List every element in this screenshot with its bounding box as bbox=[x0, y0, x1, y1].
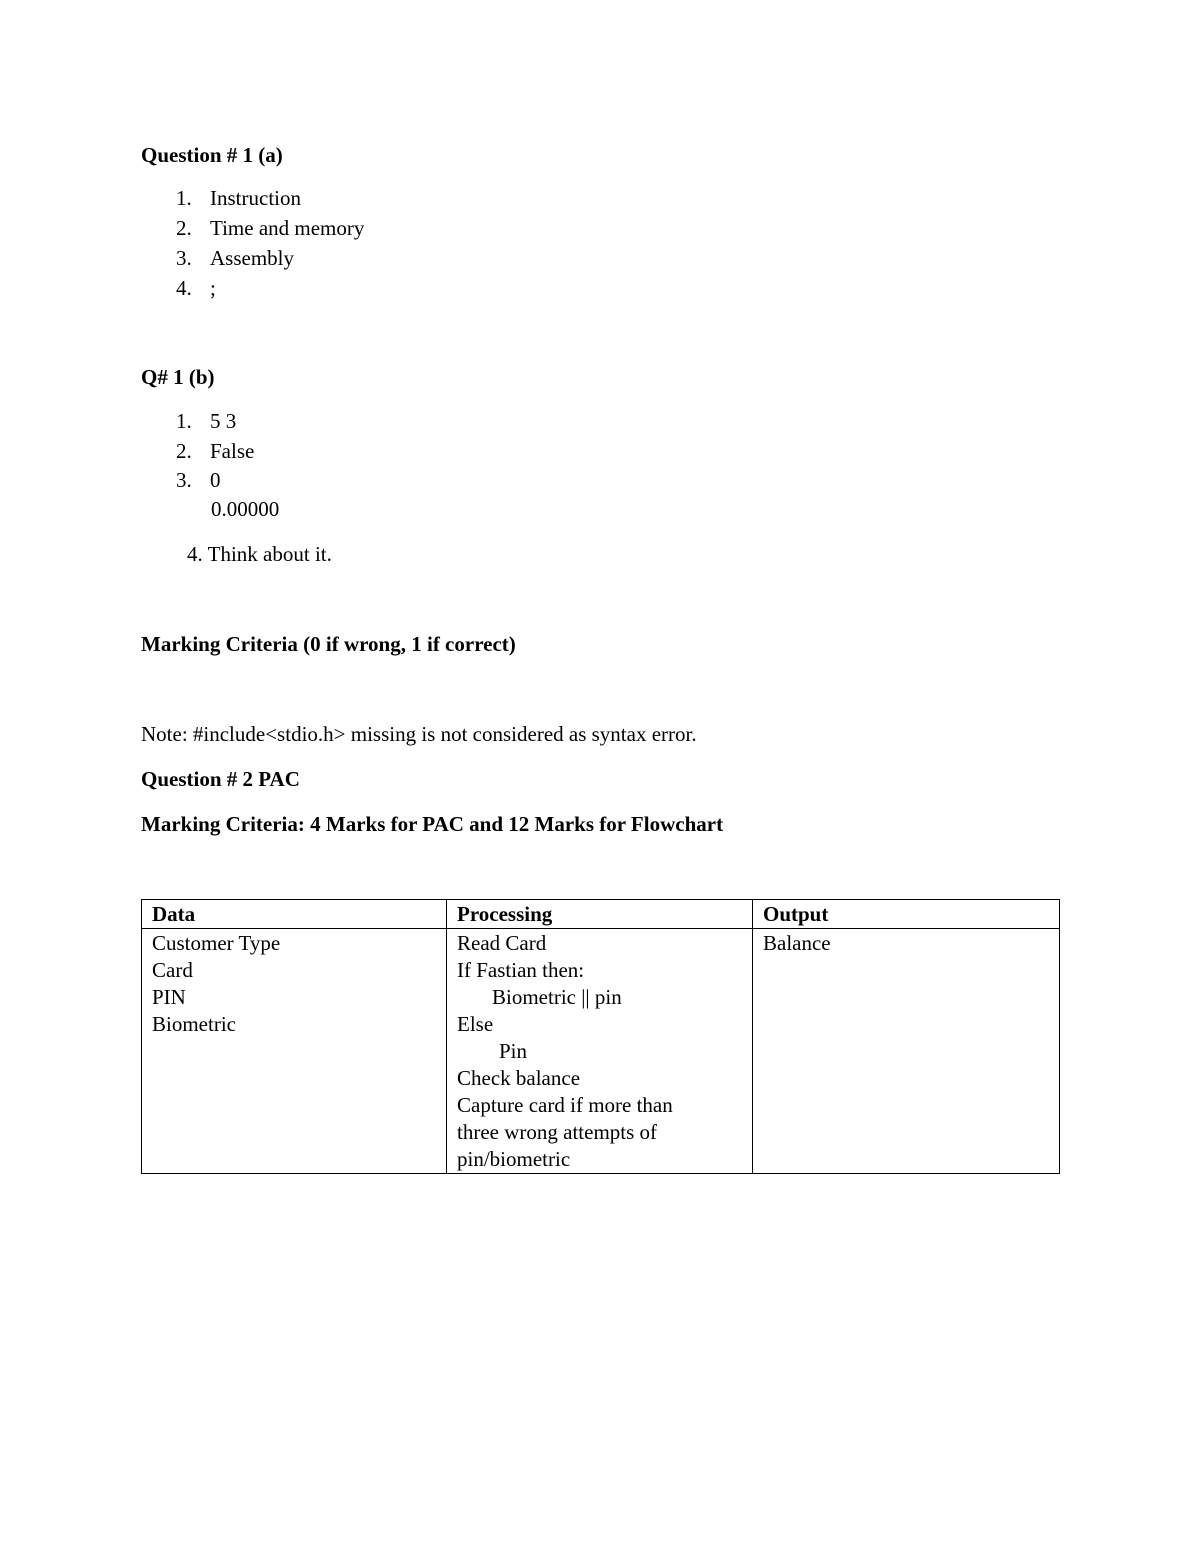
list-text: Instruction bbox=[210, 186, 301, 210]
list-number: 2. bbox=[176, 439, 192, 463]
list-text: Assembly bbox=[210, 246, 294, 270]
list-number: 4. bbox=[176, 276, 192, 300]
table-header-row bbox=[142, 900, 1060, 929]
marking-criteria-heading: Marking Criteria (0 if wrong, 1 if correct) bbox=[141, 632, 516, 656]
list-item bbox=[176, 439, 254, 464]
processing-line: Check balance bbox=[457, 1066, 581, 1090]
list-text: 5 3 bbox=[210, 409, 237, 433]
processing-line: If Fastian then: bbox=[457, 958, 585, 982]
list-number: 1. bbox=[176, 409, 192, 433]
list-item bbox=[176, 186, 301, 211]
list-item bbox=[176, 216, 364, 241]
list-number: 3. bbox=[176, 246, 192, 270]
q1a-heading: Question # 1 (a) bbox=[141, 143, 283, 167]
output-cell bbox=[753, 929, 1060, 1174]
list-item bbox=[176, 276, 216, 301]
data-line: PIN bbox=[152, 985, 186, 1009]
list-item bbox=[176, 468, 221, 493]
processing-line: Biometric || pin bbox=[492, 985, 622, 1009]
note-text: Note: #include<stdio.h> missing is not considered as syntax error. bbox=[141, 722, 697, 746]
data-cell bbox=[142, 929, 447, 1174]
list-item bbox=[176, 246, 294, 271]
processing-line: Else bbox=[457, 1012, 494, 1036]
list-text: 0 bbox=[210, 468, 221, 492]
column-header-processing: Processing bbox=[447, 900, 753, 929]
list-item-continuation: 0.00000 bbox=[211, 497, 280, 521]
table-row bbox=[142, 929, 1060, 1174]
processing-line: Capture card if more than bbox=[457, 1093, 673, 1117]
column-header-output: Output bbox=[753, 900, 1060, 929]
column-header-data: Data bbox=[142, 900, 447, 929]
processing-line: Read Card bbox=[457, 931, 547, 955]
processing-line: three wrong attempts of bbox=[457, 1120, 658, 1144]
list-item: 4. Think about it. bbox=[187, 542, 332, 566]
data-line: Card bbox=[152, 958, 193, 982]
pac-table bbox=[141, 899, 1060, 1174]
data-line: Biometric bbox=[152, 1012, 236, 1036]
list-text: Time and memory bbox=[210, 216, 365, 240]
processing-line: Pin bbox=[499, 1039, 528, 1063]
q2-marking-criteria: Marking Criteria: 4 Marks for PAC and 12 Marks for Flowchart bbox=[141, 812, 724, 836]
list-text: ; bbox=[210, 276, 216, 300]
q1b-heading: Q# 1 (b) bbox=[141, 365, 215, 389]
processing-cell bbox=[447, 929, 753, 1174]
data-line: Customer Type bbox=[152, 931, 281, 955]
list-number: 3. bbox=[176, 468, 192, 492]
processing-line: pin/biometric bbox=[457, 1147, 571, 1171]
list-item bbox=[176, 409, 236, 434]
output-line: Balance bbox=[763, 931, 831, 955]
list-number: 1. bbox=[176, 186, 192, 210]
q2-heading: Question # 2 PAC bbox=[141, 767, 300, 791]
list-number: 2. bbox=[176, 216, 192, 240]
list-text: False bbox=[210, 439, 255, 463]
